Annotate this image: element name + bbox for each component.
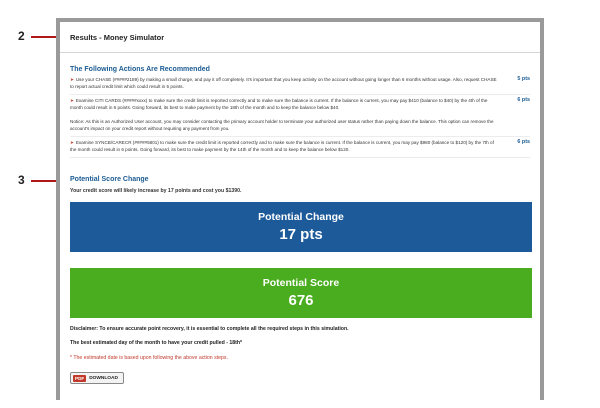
callout-2-label: 2 <box>18 29 25 43</box>
best-day-text: The best estimated day of the month to have your credit pulled - 18th* <box>70 340 243 346</box>
action-text: Examine CITI CARDS (#####xxxx) to make sure the credit limit is reported correctly and to make sure the balance is current. If the balance is current, you may pay $410 (balance to $40) by the 4th of the month could result in 6 points. Going forward, its best to make payment by the 18th of the month and to keep the balance below $40. <box>70 98 488 111</box>
action-points: 5 pts <box>517 76 530 82</box>
action-divider <box>70 157 530 158</box>
simulator-window <box>56 18 544 400</box>
score-section-title: Potential Score Change <box>70 176 149 183</box>
header-divider <box>60 52 540 53</box>
results-panel <box>60 22 540 400</box>
potential-change-value: 17 pts <box>279 226 323 243</box>
action-item-syncb <box>70 139 530 154</box>
potential-score-box <box>70 268 532 318</box>
action-item-citi <box>70 97 530 112</box>
score-summary: Your credit score will likely increase by 17 points and cost you $1390. <box>70 188 242 194</box>
potential-score-value: 676 <box>288 292 314 309</box>
pdf-download-button[interactable] <box>70 372 124 384</box>
action-divider <box>70 94 530 95</box>
disclaimer-text: Disclaimer: To ensure accurate point recovery, it is essential to complete all the required steps in this simulation. <box>70 326 349 332</box>
pdf-download-label: DOWNLOAD <box>89 375 118 381</box>
action-text: Examine SYNCB/CARECR (#####5801) to make sure the credit limit is reported correctly and to make sure the balance is current. If the balance is current, you may pay $980 (balance to $120) by the 7th of the month could result in 6 points. Going forward, its best to make payment by the 14th of the month and to keep the balance below $120. <box>70 140 494 153</box>
potential-change-box <box>70 202 532 252</box>
action-text: Use your CHASE (#####2189) by making a small charge, and pay it off completely. It's important that you keep activity on the account without going longer than 6 months without usage. Also, request CHASE to report actual credit limit which could result in 5 points. <box>70 77 497 90</box>
action-item-chase <box>70 76 530 91</box>
actions-section-title: The Following Actions Are Recommended <box>70 66 210 73</box>
estimate-footnote: * The estimated date is based upon following the above action steps. <box>70 355 228 361</box>
action-text: Notice: As this is an Authorized User account, you may consider contacting the primary account holder to terminate your authorized user status rather than paying down the balance. This option can remove the account's impact on your credit report without requiring any payment from you. <box>70 119 494 132</box>
potential-change-label: Potential Change <box>258 211 344 223</box>
alert-bolt-icon: ➤ <box>70 98 74 103</box>
alert-bolt-icon: ➤ <box>70 77 74 82</box>
action-divider <box>70 136 530 137</box>
potential-score-label: Potential Score <box>262 277 340 289</box>
action-item-notice <box>70 118 530 133</box>
alert-bolt-icon: ➤ <box>70 140 74 145</box>
panel-title: Results - Money Simulator <box>70 33 165 42</box>
pdf-icon: PDF <box>75 375 85 381</box>
action-points: 6 pts <box>517 97 530 103</box>
action-points: 6 pts <box>517 139 530 145</box>
callout-3-label: 3 <box>18 173 25 187</box>
